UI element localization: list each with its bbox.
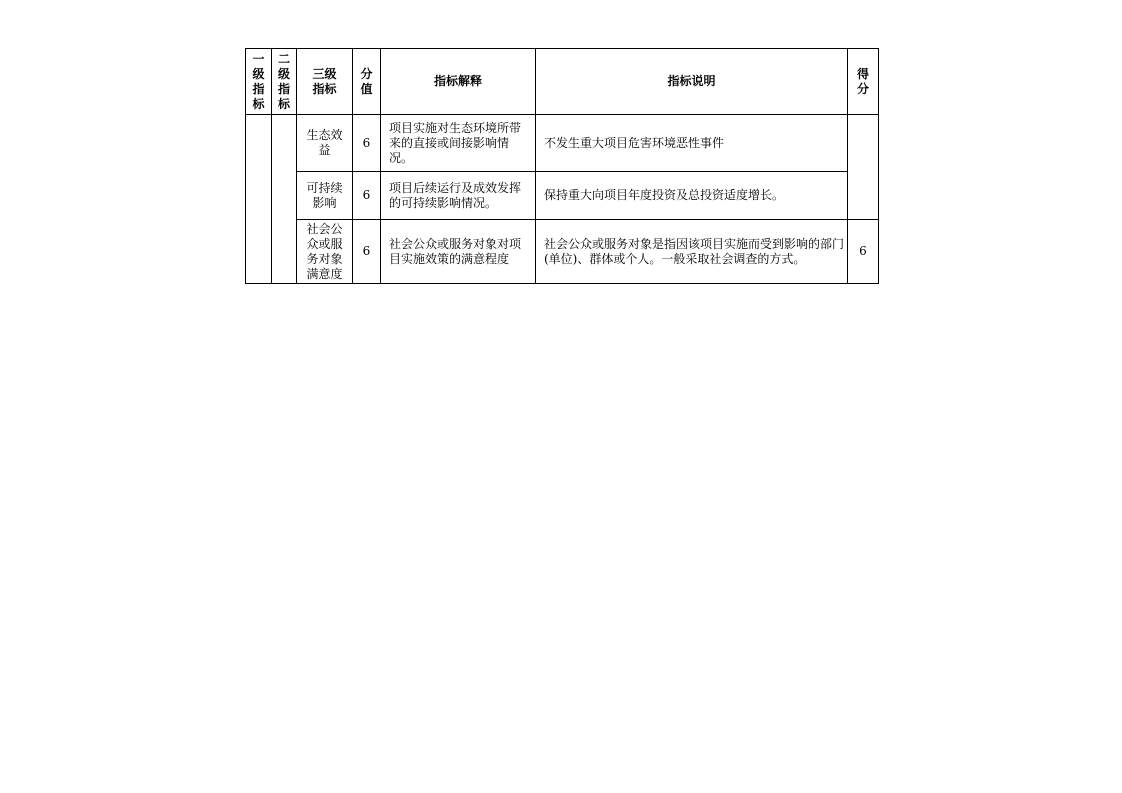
level3-cell: 生态效益 <box>297 115 353 172</box>
explanation-cell: 项目实施对生态环境所带来的直接或间接影响情况。 <box>381 115 536 172</box>
header-level3: 三级指标 <box>297 49 353 115</box>
description-cell: 社会公众或服务对象是指因该项目实施而受到影响的部门(单位)、群体或个人。一般采取社会调查的方式。 <box>536 220 848 284</box>
table-row <box>246 172 879 220</box>
header-level1: 一级指标 <box>246 49 272 115</box>
obtained-cell: 6 <box>848 220 879 284</box>
header-row <box>246 49 879 115</box>
score-cell: 6 <box>353 220 381 284</box>
header-explanation: 指标解释 <box>381 49 536 115</box>
header-description: 指标说明 <box>536 49 848 115</box>
table-row <box>246 115 879 172</box>
level3-cell: 社会公众或服务对象满意度 <box>297 220 353 284</box>
explanation-cell: 项目后续运行及成效发挥的可持续影响情况。 <box>381 172 536 220</box>
indicator-table <box>245 48 879 284</box>
header-score: 分值 <box>353 49 381 115</box>
description-cell: 不发生重大项目危害环境恶性事件 <box>536 115 848 172</box>
level3-cell: 可持续影响 <box>297 172 353 220</box>
header-level2: 二级指标 <box>272 49 297 115</box>
level2-cell <box>272 115 297 284</box>
table-row <box>246 220 879 284</box>
description-cell: 保持重大向项目年度投资及总投资适度增长。 <box>536 172 848 220</box>
score-cell: 6 <box>353 115 381 172</box>
explanation-cell: 社会公众或服务对象对项目实施效策的满意程度 <box>381 220 536 284</box>
level1-cell <box>246 115 272 284</box>
header-obtained: 得分 <box>848 49 879 115</box>
score-cell: 6 <box>353 172 381 220</box>
obtained-cell <box>848 115 879 220</box>
